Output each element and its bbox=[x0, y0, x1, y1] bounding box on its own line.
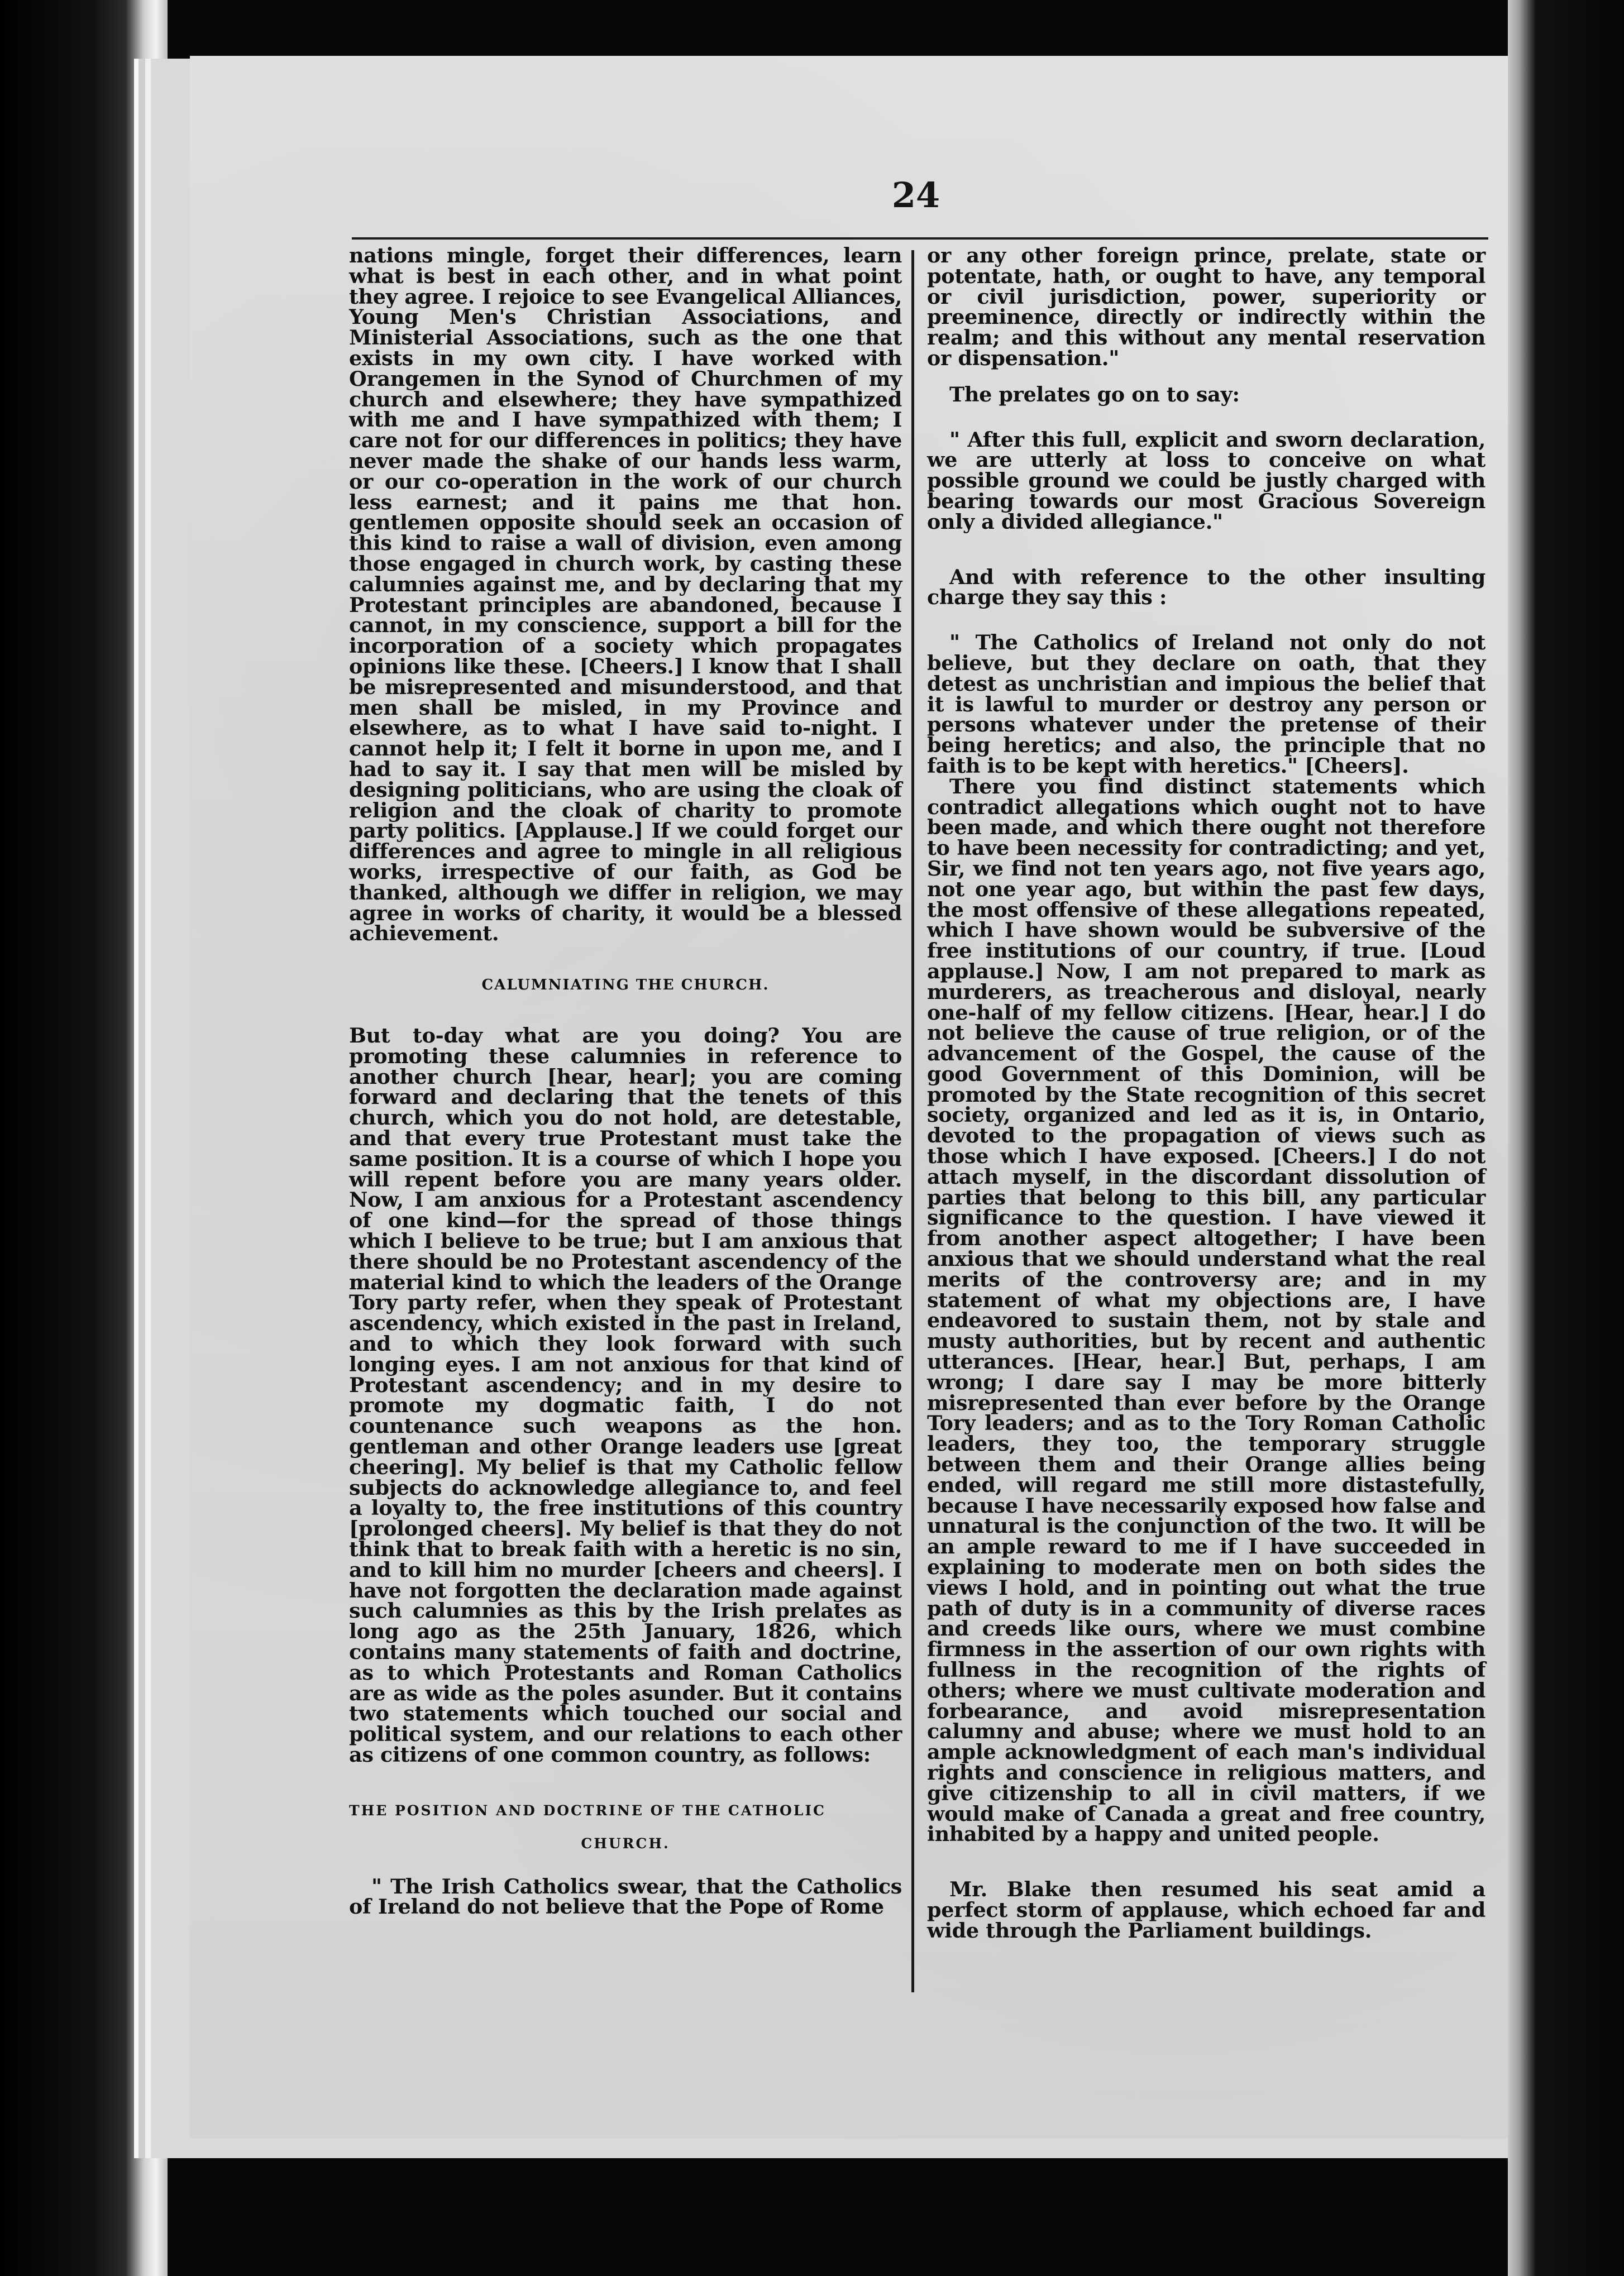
right-paragraph-4: And with reference to the other insulting charge they say this : bbox=[927, 565, 1486, 610]
section-heading-calumniating: CALUMNIATING THE CHURCH. bbox=[481, 977, 770, 994]
right-paragraph-5: " The Catholics of Ireland not only do not believe, but they declare on oath, that they detest as unchristian and impious the belief that it is lawful to murder or destroy any person or persons whatever under the pretense of their being heretics; and also, the principle that no faith is to be kept with heretics." [Cheers]. bbox=[927, 630, 1486, 778]
right-paragraph-7: Mr. Blake then resumed his seat amid a perfect storm of applause, which echoed far and wide through the Parliament buildings. bbox=[927, 1877, 1486, 1943]
column-divider bbox=[911, 250, 914, 1992]
left-column bbox=[349, 243, 902, 1919]
right-paragraph-2: The prelates go on to say: bbox=[949, 382, 1240, 407]
right-paragraph-6: There you find distinct statements which contradict allegations which ought not to have been made, and which there ought not therefore to have been necessity for contradicting; and yet, Sir, we find not ten years ago, not five years ago, not one year ago, but within the past few days, the most offensive of these allegations repeated, which I have shown would be subversive of the free institutions of our country, if true. [Loud applause.] Now, I am not prepared to mark as murderers, as treacherous and disloyal, nearly one-half of my fellow citizens. [Hear, hear.] I do not believe the cause of true religion, or of the advancement of the Gospel, the cause of the good Government of this Dominion, will be promoted by the State recognition of this secret society, organized and led as it is, in Ontario, devoted to the propagation of views such as those which I have exposed. [Cheers.] I do not attach myself, in the discordant dissolution of parties that belong to this bill, any particular significance to the question. I have viewed it from another aspect altogether; I have been anxious that we should understand what the real merits of the controversy are; and in my statement of what my objections are, I have endeavored to sustain them, not by stale and musty authorities, but by recent and authentic utterances. [Hear, hear.] But, perhaps, I am wrong; I dare say I may be more bitterly misrepresented than ever before by the Orange Tory leaders; and as to the Tory Roman Catholic leaders, they too, the temporary struggle between them and their Orange allies being ended, will regard me still more distastefully, because I have necessarily exposed how false and unnatural is the conjunction of the two. It will be an ample reward to me if I have succeeded in explaining to moderate men on both sides the views I hold, and in pointing out what the true path of duty is in a community of diverse races and creeds like ours, where we must combine firmness in the assertion of our own rights with fullness in the recognition of the rights of others; where we must cultivate moderation and forbearance, and avoid misrepresentation calumny and abuse; where we must hold to an ample acknowledgment of each man's individual rights and conscience in religious matters, and give citizenship to all in civil matters, if we would make of Canada a great and free country, inhabited by a happy and united people. bbox=[927, 774, 1486, 1847]
header-rule bbox=[352, 237, 1488, 240]
film-right-edge bbox=[1508, 0, 1624, 2276]
right-paragraph-1: or any other foreign prince, prelate, state or potentate, hath, or ought to have, any temporal or civil jurisdiction, power, superiority or preeminence, directly or indirectly within the realm; and this without any mental reservation or dispensation." bbox=[927, 243, 1486, 370]
right-column bbox=[927, 243, 1486, 1943]
left-paragraph-2: But to-day what are you doing? You are promoting these calumnies in reference to another church [hear, hear]; you are coming forward and declaring that the tenets of this church, which you do not hold, are detestable, and that every true Protestant must take the same position. It is a course of which I hope you will repent before you are many years older. Now, I am anxious for a Protestant ascendency of one kind—for the spread of those things which I believe to be true; but I am anxious that there should be no Protestant ascendency of the material kind to which the leaders of the Orange Tory party refer, when they speak of Protestant ascendency, which existed in the past in Ireland, and to which they look forward with such longing eyes. I am not anxious for that kind of Protestant ascendency; and in my desire to promote my dogmatic faith, I do not countenance such weapons as the hon. gentleman and other Orange leaders use [great cheering]. My belief is that my Catholic fellow subjects do acknowledge allegiance to, and feel a loyalty to, the free institutions of this country [prolonged cheers]. My belief is that they do not think that to break faith with a heretic is no sin, and to kill him no murder [cheers and cheers]. I have not forgotten the declaration made against such calumnies as this by the Irish prelates as long ago as the 25th January, 1826, which contains many statements of faith and doctrine, as to which Protestants and Roman Catholics are as wide as the poles asunder. But it contains two statements which touched our social and political system, and our relations to each other as citizens of one common country, as follows: bbox=[349, 1024, 902, 1767]
section-heading-position-doctrine: THE POSITION AND DOCTRINE OF THE CATHOLIC bbox=[349, 1802, 826, 1819]
section-heading-position-doctrine-line2: CHURCH. bbox=[581, 1835, 670, 1852]
page-number: 24 bbox=[891, 175, 940, 216]
film-left-edge bbox=[0, 0, 168, 2276]
left-paragraph-1: nations mingle, forget their differences, learn what is best in each other, and in what point they agree. I rejoice to see Evangelical Alliances, Young Men's Christian Associations, and Ministerial Associations, such as the one that exists in my own city. I have worked with Orangemen in the Synod of Churchmen of my church and elsewhere; they have sympathized with me and I have sympathized with them; I care not for our differences in politics; they have never made the shake of our hands less warm, or our co-operation in the work of our church less earnest; and it pains me that hon. gentlemen opposite should seek an occasion of this kind to raise a wall of division, even among those engaged in church work, by casting these calumnies against me, and by declaring that my Protestant principles are abandoned, because I cannot, in my conscience, support a bill for the incorporation of a society which propagates opinions like these. [Cheers.] I know that I shall be misrepresented and misunderstood, and that men shall be misled, in my Province and elsewhere, as to what I have said to-night. I cannot help it; I felt it borne in upon me, and I had to say it. I say that men will be misled by designing politicians, who are using the cloak of religion and the cloak of charity to promote party politics. [Applause.] If we could forget our differences and agree to mingle in all religious works, irrespective of our faith, as God be thanked, although we differ in religion, we may agree in works of charity, it would be a blessed achievement. bbox=[349, 243, 902, 946]
left-paragraph-3: " The Irish Catholics swear, that the Catholics of Ireland do not believe that the Pope of Rome bbox=[349, 1874, 902, 1919]
right-paragraph-3: " After this full, explicit and sworn declaration, we are utterly at loss to conceive on what possible ground we could be justly charged with bearing towards our most Gracious Sovereign only a divided allegiance." bbox=[927, 427, 1486, 534]
